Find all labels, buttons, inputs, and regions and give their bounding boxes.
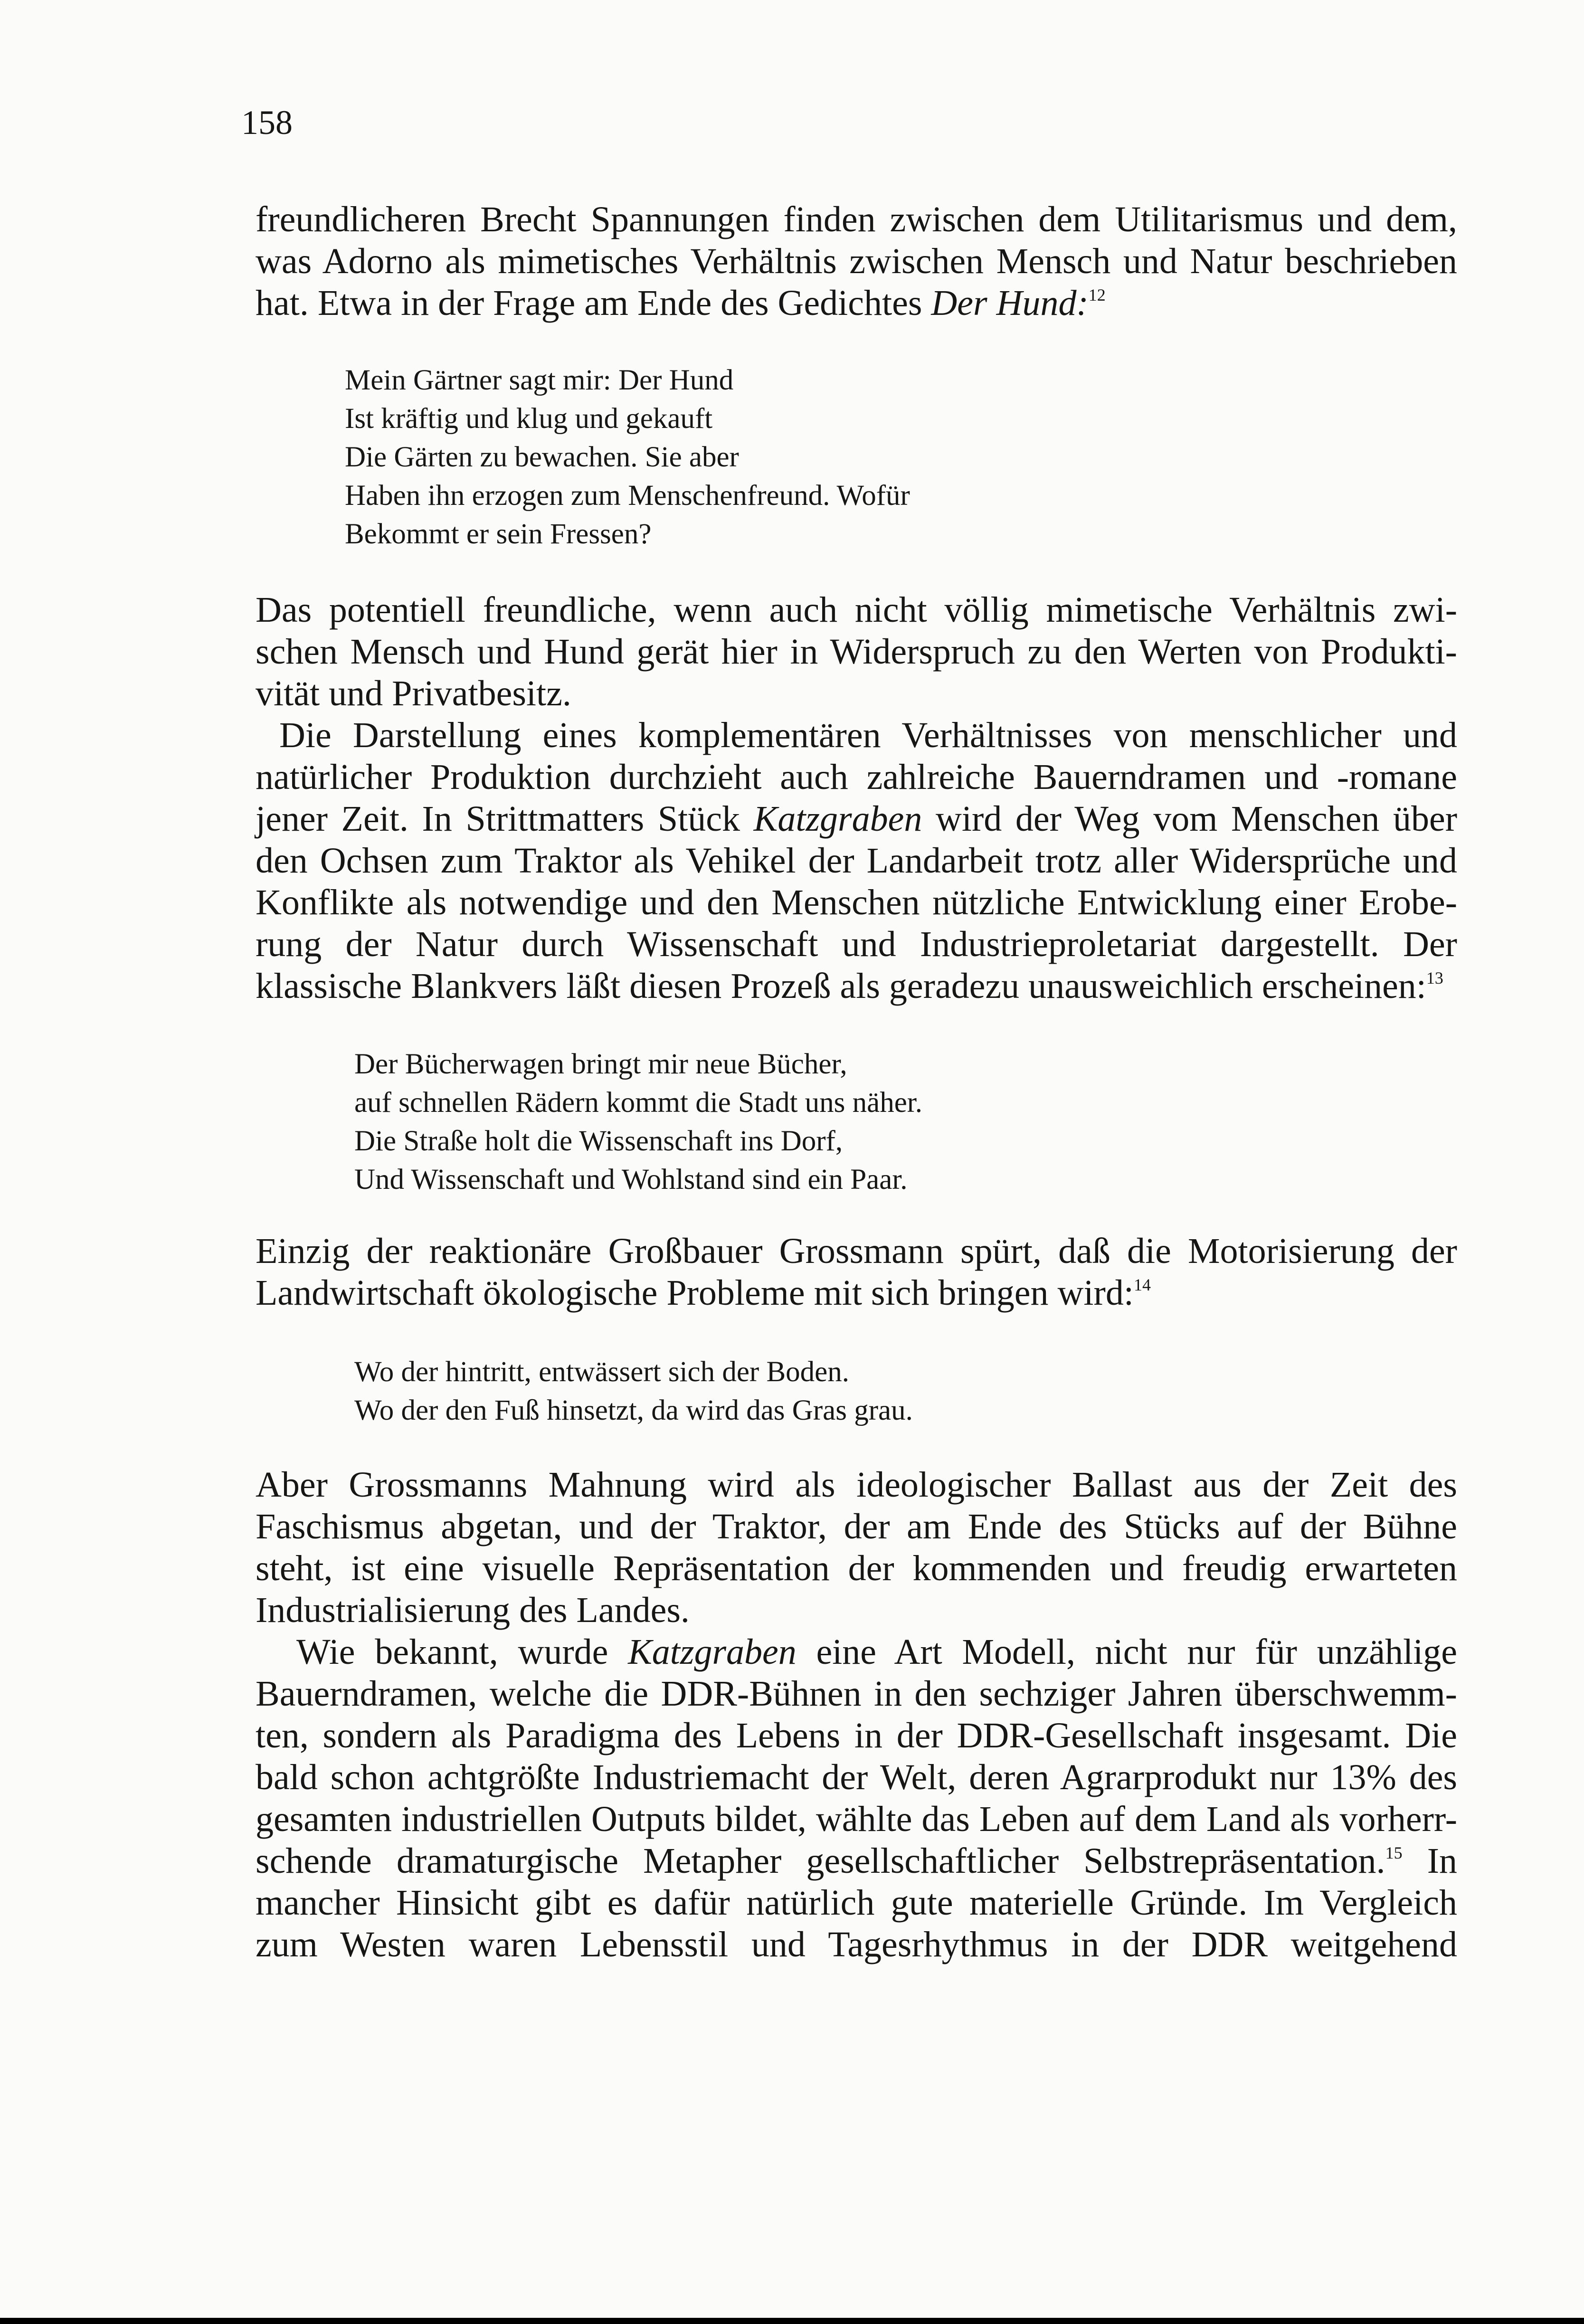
verse-quote-1 bbox=[345, 361, 1390, 553]
verse-line: auf schnellen Rädern kommt die Stadt uns näher. bbox=[354, 1087, 922, 1119]
text-line: Konflikte als notwendige und den Menschen nützliche Entwicklung einer Erobe- bbox=[256, 882, 1457, 922]
footnote-marker: 15 bbox=[1385, 1843, 1403, 1862]
verse-line: Ist kräftig und klug und gekauft bbox=[345, 403, 713, 435]
paragraph-3 bbox=[256, 714, 1457, 1007]
text-line bbox=[256, 965, 1457, 1007]
verse-line: Wo der hintritt, entwässert sich der Boden. bbox=[354, 1356, 850, 1388]
text-line: Bauerndramen, welche die DDR-Bühnen in den sechziger Jahren überschwemm- bbox=[256, 1674, 1457, 1714]
text-line bbox=[256, 1272, 1457, 1314]
paragraph-4 bbox=[256, 1230, 1457, 1314]
verse-line: Die Straße holt die Wissenschaft ins Dorf, bbox=[354, 1125, 843, 1157]
paragraph-2 bbox=[256, 589, 1457, 714]
footnote-marker: 13 bbox=[1426, 968, 1443, 987]
text-span: jener Zeit. In Strittmatters Stück bbox=[256, 799, 740, 839]
text-line bbox=[256, 1840, 1457, 1882]
page-number: 158 bbox=[241, 104, 293, 142]
text-span: wird der Weg vom Menschen über bbox=[935, 799, 1458, 839]
text-line: Das potentiell freundliche, wenn auch nicht völlig mimetische Verhältnis zwi- bbox=[256, 590, 1457, 630]
verse-quote-3 bbox=[354, 1353, 1399, 1430]
text-line: Faschismus abgetan, und der Traktor, der am Ende des Stücks auf der Bühne bbox=[256, 1507, 1457, 1546]
text-span: hat. Etwa in der Frage am Ende des Gedichtes bbox=[256, 283, 922, 323]
text-line: Industrialisierung des Landes. bbox=[256, 1590, 690, 1630]
text-line: den Ochsen zum Traktor als Vehikel der Landarbeit trotz aller Widersprüche und bbox=[256, 841, 1457, 881]
text-line: ten, sondern als Paradigma des Lebens in der DDR-Gesellschaft insgesamt. Die bbox=[256, 1716, 1457, 1755]
verse-line: Haben ihn erzogen zum Menschenfreund. Wofür bbox=[345, 480, 910, 512]
text-span: eine Art Modell, nicht nur für unzählige bbox=[816, 1632, 1458, 1672]
poem-title: Der Hund: bbox=[931, 283, 1089, 323]
text-span: Wie bekannt, wurde bbox=[296, 1632, 608, 1672]
footnote-marker: 12 bbox=[1088, 285, 1106, 304]
text-line: natürlicher Produktion durchzieht auch zahlreiche Bauerndramen und -romane bbox=[256, 757, 1457, 797]
text-line: Einzig der reaktionäre Großbauer Grossmann spürt, daß die Motorisierung der bbox=[256, 1231, 1457, 1271]
text-span: Landwirtschaft ökologische Probleme mit sich bringen wird: bbox=[256, 1273, 1134, 1313]
text-line: vität und Privatbesitz. bbox=[256, 673, 571, 713]
text-line: freundlicheren Brecht Spannungen finden zwischen dem Utilitarismus und dem, bbox=[256, 199, 1457, 239]
text-line: was Adorno als mimetisches Verhältnis zwischen Mensch und Natur beschrieben bbox=[256, 241, 1457, 281]
verse-line: Und Wissenschaft und Wohlstand sind ein Paar. bbox=[354, 1164, 908, 1195]
text-line bbox=[256, 282, 1457, 324]
text-line: Aber Grossmanns Mahnung wird als ideologischer Ballast aus der Zeit des bbox=[256, 1465, 1457, 1505]
text-line: zum Westen waren Lebensstil und Tagesrhythmus in der DDR weitgehend bbox=[256, 1925, 1457, 1964]
text-line: Die Darstellung eines komplementären Verhältnisses von menschlicher und bbox=[279, 715, 1457, 755]
text-line bbox=[256, 798, 1457, 840]
text-line: steht, ist eine visuelle Repräsentation der kommenden und freudig erwarteten bbox=[256, 1548, 1457, 1588]
paragraph-5 bbox=[256, 1464, 1457, 1631]
play-title: Katzgraben bbox=[628, 1632, 797, 1672]
text-line: rung der Natur durch Wissenschaft und Industrieproletariat dargestellt. Der bbox=[256, 924, 1457, 964]
text-line: bald schon achtgrößte Industriemacht der Welt, deren Agrarprodukt nur 13% des bbox=[256, 1757, 1457, 1797]
text-line: gesamten industriellen Outputs bildet, wählte das Leben auf dem Land als vorherr- bbox=[256, 1799, 1457, 1839]
verse-line: Bekommt er sein Fressen? bbox=[345, 518, 652, 550]
text-span: klassische Blankvers läßt diesen Prozeß als geradezu unausweichlich erscheinen: bbox=[256, 966, 1426, 1006]
footnote-marker: 14 bbox=[1133, 1275, 1151, 1294]
verse-line: Wo der den Fuß hinsetzt, da wird das Gras grau. bbox=[354, 1394, 913, 1426]
text-line: schen Mensch und Hund gerät hier in Widerspruch zu den Werten von Produkti- bbox=[256, 632, 1457, 672]
text-line: mancher Hinsicht gibt es dafür natürlich gute materielle Gründe. Im Vergleich bbox=[256, 1883, 1457, 1923]
play-title: Katzgraben bbox=[753, 799, 922, 839]
verse-line: Der Bücherwagen bringt mir neue Bücher, bbox=[354, 1048, 847, 1080]
paragraph-6 bbox=[256, 1631, 1457, 1965]
text-line bbox=[256, 1631, 1457, 1673]
verse-quote-2 bbox=[354, 1045, 1399, 1199]
verse-line: Mein Gärtner sagt mir: Der Hund bbox=[345, 364, 734, 396]
paragraph-1 bbox=[256, 199, 1457, 324]
verse-line: Die Gärten zu bewachen. Sie aber bbox=[345, 441, 739, 473]
text-span: In bbox=[1427, 1841, 1457, 1881]
text-span: schende dramaturgische Metapher gesellschaftlicher Selbstrepräsentation. bbox=[256, 1841, 1385, 1881]
scan-bottom-edge bbox=[0, 2318, 1584, 2324]
